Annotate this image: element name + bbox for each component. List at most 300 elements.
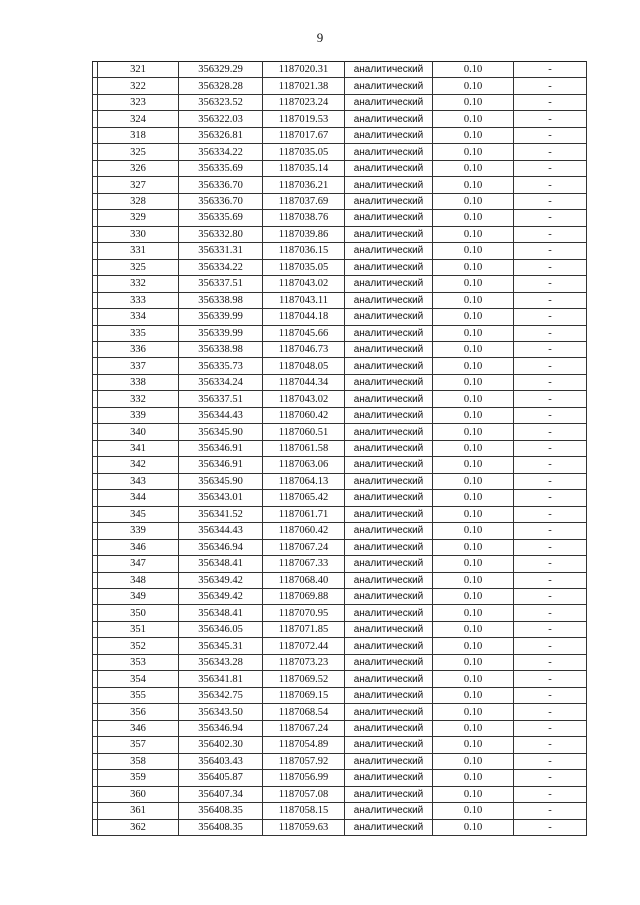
accuracy-cell: 0.10 [433, 621, 514, 637]
coord-x-cell: 356322.03 [179, 111, 263, 127]
table-row [93, 424, 587, 440]
description-cell: - [514, 523, 587, 539]
point-number-cell: 350 [98, 605, 179, 621]
accuracy-cell: 0.10 [433, 391, 514, 407]
table-row [93, 78, 587, 94]
description-cell: - [514, 605, 587, 621]
method-cell: аналитический [345, 490, 433, 506]
table-row [93, 671, 587, 687]
accuracy-cell: 0.10 [433, 506, 514, 522]
description-cell: - [514, 341, 587, 357]
table-row [93, 325, 587, 341]
coord-x-cell: 356339.99 [179, 325, 263, 341]
coord-x-cell: 356337.51 [179, 276, 263, 292]
description-cell: - [514, 457, 587, 473]
point-number-cell: 335 [98, 325, 179, 341]
point-number-cell: 353 [98, 654, 179, 670]
table-row [93, 654, 587, 670]
table-row [93, 786, 587, 802]
coord-y-cell: 1187057.08 [263, 786, 345, 802]
point-number-cell: 344 [98, 490, 179, 506]
table-row [93, 292, 587, 308]
table-row [93, 341, 587, 357]
point-number-cell: 343 [98, 473, 179, 489]
table-body [93, 62, 587, 836]
accuracy-cell: 0.10 [433, 160, 514, 176]
point-number-cell: 328 [98, 193, 179, 209]
table-row [93, 243, 587, 259]
method-cell: аналитический [345, 605, 433, 621]
table-row [93, 391, 587, 407]
method-cell: аналитический [345, 556, 433, 572]
method-cell: аналитический [345, 572, 433, 588]
point-number-cell: 362 [98, 819, 179, 835]
coord-y-cell: 1187023.24 [263, 94, 345, 110]
coord-x-cell: 356343.28 [179, 654, 263, 670]
method-cell: аналитический [345, 589, 433, 605]
method-cell: аналитический [345, 358, 433, 374]
accuracy-cell: 0.10 [433, 358, 514, 374]
method-cell: аналитический [345, 539, 433, 555]
method-cell: аналитический [345, 259, 433, 275]
accuracy-cell: 0.10 [433, 210, 514, 226]
description-cell: - [514, 589, 587, 605]
coord-y-cell: 1187057.92 [263, 753, 345, 769]
coord-y-cell: 1187073.23 [263, 654, 345, 670]
method-cell: аналитический [345, 374, 433, 390]
point-number-cell: 360 [98, 786, 179, 802]
coord-y-cell: 1187056.99 [263, 770, 345, 786]
point-number-cell: 339 [98, 407, 179, 423]
accuracy-cell: 0.10 [433, 786, 514, 802]
coord-x-cell: 356334.22 [179, 144, 263, 160]
coord-y-cell: 1187043.02 [263, 391, 345, 407]
coord-x-cell: 356349.42 [179, 572, 263, 588]
coord-y-cell: 1187045.66 [263, 325, 345, 341]
accuracy-cell: 0.10 [433, 523, 514, 539]
coord-x-cell: 356337.51 [179, 391, 263, 407]
coord-x-cell: 356336.70 [179, 177, 263, 193]
point-number-cell: 346 [98, 539, 179, 555]
description-cell: - [514, 259, 587, 275]
accuracy-cell: 0.10 [433, 457, 514, 473]
coord-y-cell: 1187043.11 [263, 292, 345, 308]
description-cell: - [514, 309, 587, 325]
coord-y-cell: 1187035.05 [263, 144, 345, 160]
accuracy-cell: 0.10 [433, 341, 514, 357]
table-row [93, 177, 587, 193]
point-number-cell: 348 [98, 572, 179, 588]
point-number-cell: 324 [98, 111, 179, 127]
accuracy-cell: 0.10 [433, 111, 514, 127]
description-cell: - [514, 62, 587, 78]
coord-x-cell: 356346.91 [179, 457, 263, 473]
method-cell: аналитический [345, 391, 433, 407]
point-number-cell: 355 [98, 687, 179, 703]
method-cell: аналитический [345, 737, 433, 753]
point-number-cell: 349 [98, 589, 179, 605]
accuracy-cell: 0.10 [433, 226, 514, 242]
coord-y-cell: 1187036.21 [263, 177, 345, 193]
table-row [93, 160, 587, 176]
accuracy-cell: 0.10 [433, 556, 514, 572]
coord-x-cell: 356326.81 [179, 127, 263, 143]
coord-x-cell: 356331.31 [179, 243, 263, 259]
method-cell: аналитический [345, 704, 433, 720]
coord-y-cell: 1187039.86 [263, 226, 345, 242]
description-cell: - [514, 556, 587, 572]
description-cell: - [514, 177, 587, 193]
coord-x-cell: 356341.81 [179, 671, 263, 687]
description-cell: - [514, 407, 587, 423]
accuracy-cell: 0.10 [433, 704, 514, 720]
accuracy-cell: 0.10 [433, 309, 514, 325]
coord-x-cell: 356344.43 [179, 407, 263, 423]
coord-x-cell: 356323.52 [179, 94, 263, 110]
table-row [93, 737, 587, 753]
description-cell: - [514, 473, 587, 489]
coord-x-cell: 356342.75 [179, 687, 263, 703]
coord-x-cell: 356345.31 [179, 638, 263, 654]
accuracy-cell: 0.10 [433, 440, 514, 456]
method-cell: аналитический [345, 292, 433, 308]
coord-y-cell: 1187059.63 [263, 819, 345, 835]
accuracy-cell: 0.10 [433, 374, 514, 390]
coord-y-cell: 1187067.33 [263, 556, 345, 572]
coord-y-cell: 1187065.42 [263, 490, 345, 506]
accuracy-cell: 0.10 [433, 539, 514, 555]
method-cell: аналитический [345, 144, 433, 160]
point-number-cell: 345 [98, 506, 179, 522]
point-number-cell: 351 [98, 621, 179, 637]
method-cell: аналитический [345, 424, 433, 440]
method-cell: аналитический [345, 720, 433, 736]
point-number-cell: 332 [98, 276, 179, 292]
point-number-cell: 325 [98, 259, 179, 275]
description-cell: - [514, 621, 587, 637]
coord-y-cell: 1187043.02 [263, 276, 345, 292]
table-row [93, 226, 587, 242]
table-row [93, 144, 587, 160]
coord-y-cell: 1187037.69 [263, 193, 345, 209]
table-row [93, 259, 587, 275]
description-cell: - [514, 506, 587, 522]
description-cell: - [514, 243, 587, 259]
description-cell: - [514, 94, 587, 110]
point-number-cell: 327 [98, 177, 179, 193]
coord-y-cell: 1187067.24 [263, 539, 345, 555]
point-number-cell: 334 [98, 309, 179, 325]
coord-x-cell: 356339.99 [179, 309, 263, 325]
coord-x-cell: 356407.34 [179, 786, 263, 802]
accuracy-cell: 0.10 [433, 325, 514, 341]
method-cell: аналитический [345, 226, 433, 242]
coord-x-cell: 356341.52 [179, 506, 263, 522]
coord-x-cell: 356332.80 [179, 226, 263, 242]
table-row [93, 506, 587, 522]
table-row [93, 523, 587, 539]
description-cell: - [514, 638, 587, 654]
coord-y-cell: 1187036.15 [263, 243, 345, 259]
table-row [93, 621, 587, 637]
description-cell: - [514, 210, 587, 226]
accuracy-cell: 0.10 [433, 259, 514, 275]
method-cell: аналитический [345, 819, 433, 835]
description-cell: - [514, 160, 587, 176]
method-cell: аналитический [345, 753, 433, 769]
table-row [93, 127, 587, 143]
method-cell: аналитический [345, 687, 433, 703]
description-cell: - [514, 671, 587, 687]
coord-y-cell: 1187061.71 [263, 506, 345, 522]
coord-y-cell: 1187021.38 [263, 78, 345, 94]
table-row [93, 309, 587, 325]
point-number-cell: 318 [98, 127, 179, 143]
accuracy-cell: 0.10 [433, 177, 514, 193]
accuracy-cell: 0.10 [433, 654, 514, 670]
coord-y-cell: 1187067.24 [263, 720, 345, 736]
accuracy-cell: 0.10 [433, 720, 514, 736]
coord-y-cell: 1187058.15 [263, 803, 345, 819]
description-cell: - [514, 144, 587, 160]
description-cell: - [514, 572, 587, 588]
description-cell: - [514, 490, 587, 506]
table-row [93, 589, 587, 605]
description-cell: - [514, 737, 587, 753]
method-cell: аналитический [345, 621, 433, 637]
method-cell: аналитический [345, 193, 433, 209]
accuracy-cell: 0.10 [433, 490, 514, 506]
coord-x-cell: 356349.42 [179, 589, 263, 605]
accuracy-cell: 0.10 [433, 78, 514, 94]
table-row [93, 720, 587, 736]
coord-y-cell: 1187048.05 [263, 358, 345, 374]
method-cell: аналитический [345, 341, 433, 357]
description-cell: - [514, 819, 587, 835]
method-cell: аналитический [345, 94, 433, 110]
method-cell: аналитический [345, 770, 433, 786]
accuracy-cell: 0.10 [433, 292, 514, 308]
coord-x-cell: 356344.43 [179, 523, 263, 539]
table-row [93, 572, 587, 588]
method-cell: аналитический [345, 523, 433, 539]
point-number-cell: 333 [98, 292, 179, 308]
coord-y-cell: 1187054.89 [263, 737, 345, 753]
coordinates-table [92, 61, 587, 836]
coord-y-cell: 1187061.58 [263, 440, 345, 456]
description-cell: - [514, 786, 587, 802]
point-number-cell: 359 [98, 770, 179, 786]
method-cell: аналитический [345, 325, 433, 341]
table-row [93, 473, 587, 489]
description-cell: - [514, 127, 587, 143]
coord-x-cell: 356408.35 [179, 819, 263, 835]
table-row [93, 457, 587, 473]
point-number-cell: 329 [98, 210, 179, 226]
method-cell: аналитический [345, 506, 433, 522]
method-cell: аналитический [345, 127, 433, 143]
point-number-cell: 339 [98, 523, 179, 539]
coord-y-cell: 1187069.88 [263, 589, 345, 605]
coord-x-cell: 356346.05 [179, 621, 263, 637]
coord-y-cell: 1187069.15 [263, 687, 345, 703]
coord-y-cell: 1187017.67 [263, 127, 345, 143]
accuracy-cell: 0.10 [433, 819, 514, 835]
table-row [93, 638, 587, 654]
coord-y-cell: 1187068.40 [263, 572, 345, 588]
table-row [93, 94, 587, 110]
table-row [93, 770, 587, 786]
method-cell: аналитический [345, 210, 433, 226]
coord-y-cell: 1187038.76 [263, 210, 345, 226]
point-number-cell: 357 [98, 737, 179, 753]
point-number-cell: 340 [98, 424, 179, 440]
table-row [93, 704, 587, 720]
method-cell: аналитический [345, 407, 433, 423]
method-cell: аналитический [345, 160, 433, 176]
point-number-cell: 346 [98, 720, 179, 736]
point-number-cell: 330 [98, 226, 179, 242]
method-cell: аналитический [345, 440, 433, 456]
accuracy-cell: 0.10 [433, 589, 514, 605]
method-cell: аналитический [345, 671, 433, 687]
coord-x-cell: 356402.30 [179, 737, 263, 753]
point-number-cell: 331 [98, 243, 179, 259]
point-number-cell: 341 [98, 440, 179, 456]
table-row [93, 193, 587, 209]
description-cell: - [514, 78, 587, 94]
accuracy-cell: 0.10 [433, 407, 514, 423]
table-row [93, 753, 587, 769]
point-number-cell: 338 [98, 374, 179, 390]
coord-y-cell: 1187020.31 [263, 62, 345, 78]
coord-y-cell: 1187019.53 [263, 111, 345, 127]
coord-x-cell: 356346.91 [179, 440, 263, 456]
point-number-cell: 325 [98, 144, 179, 160]
point-number-cell: 321 [98, 62, 179, 78]
method-cell: аналитический [345, 309, 433, 325]
method-cell: аналитический [345, 473, 433, 489]
point-number-cell: 323 [98, 94, 179, 110]
accuracy-cell: 0.10 [433, 94, 514, 110]
table-row [93, 210, 587, 226]
description-cell: - [514, 539, 587, 555]
accuracy-cell: 0.10 [433, 737, 514, 753]
coord-x-cell: 356338.98 [179, 341, 263, 357]
point-number-cell: 336 [98, 341, 179, 357]
description-cell: - [514, 720, 587, 736]
table-row [93, 687, 587, 703]
description-cell: - [514, 687, 587, 703]
point-number-cell: 342 [98, 457, 179, 473]
description-cell: - [514, 193, 587, 209]
coord-y-cell: 1187070.95 [263, 605, 345, 621]
point-number-cell: 332 [98, 391, 179, 407]
description-cell: - [514, 753, 587, 769]
coord-x-cell: 356328.28 [179, 78, 263, 94]
description-cell: - [514, 704, 587, 720]
description-cell: - [514, 374, 587, 390]
table-row [93, 539, 587, 555]
accuracy-cell: 0.10 [433, 424, 514, 440]
coord-y-cell: 1187060.42 [263, 523, 345, 539]
coord-x-cell: 356329.29 [179, 62, 263, 78]
table-row [93, 440, 587, 456]
coord-x-cell: 356334.22 [179, 259, 263, 275]
accuracy-cell: 0.10 [433, 753, 514, 769]
coord-x-cell: 356346.94 [179, 720, 263, 736]
coord-y-cell: 1187044.34 [263, 374, 345, 390]
table-row [93, 407, 587, 423]
coord-x-cell: 356348.41 [179, 605, 263, 621]
point-number-cell: 322 [98, 78, 179, 94]
coord-x-cell: 356335.73 [179, 358, 263, 374]
coord-y-cell: 1187044.18 [263, 309, 345, 325]
table-row [93, 111, 587, 127]
coord-x-cell: 356408.35 [179, 803, 263, 819]
point-number-cell: 352 [98, 638, 179, 654]
coord-y-cell: 1187046.73 [263, 341, 345, 357]
coord-y-cell: 1187035.05 [263, 259, 345, 275]
accuracy-cell: 0.10 [433, 144, 514, 160]
method-cell: аналитический [345, 803, 433, 819]
accuracy-cell: 0.10 [433, 671, 514, 687]
accuracy-cell: 0.10 [433, 605, 514, 621]
accuracy-cell: 0.10 [433, 770, 514, 786]
accuracy-cell: 0.10 [433, 638, 514, 654]
coord-y-cell: 1187068.54 [263, 704, 345, 720]
coord-y-cell: 1187071.85 [263, 621, 345, 637]
accuracy-cell: 0.10 [433, 127, 514, 143]
coord-y-cell: 1187063.06 [263, 457, 345, 473]
description-cell: - [514, 770, 587, 786]
method-cell: аналитический [345, 457, 433, 473]
accuracy-cell: 0.10 [433, 243, 514, 259]
coord-x-cell: 356345.90 [179, 424, 263, 440]
coord-x-cell: 356343.50 [179, 704, 263, 720]
point-number-cell: 356 [98, 704, 179, 720]
method-cell: аналитический [345, 638, 433, 654]
coord-x-cell: 356343.01 [179, 490, 263, 506]
point-number-cell: 354 [98, 671, 179, 687]
coord-x-cell: 356335.69 [179, 160, 263, 176]
method-cell: аналитический [345, 786, 433, 802]
accuracy-cell: 0.10 [433, 62, 514, 78]
coord-x-cell: 356403.43 [179, 753, 263, 769]
accuracy-cell: 0.10 [433, 193, 514, 209]
table-row [93, 358, 587, 374]
coord-x-cell: 356336.70 [179, 193, 263, 209]
description-cell: - [514, 276, 587, 292]
table-row [93, 556, 587, 572]
method-cell: аналитический [345, 243, 433, 259]
coord-y-cell: 1187069.52 [263, 671, 345, 687]
description-cell: - [514, 325, 587, 341]
point-number-cell: 347 [98, 556, 179, 572]
point-number-cell: 337 [98, 358, 179, 374]
table-row [93, 819, 587, 835]
coord-x-cell: 356334.24 [179, 374, 263, 390]
point-number-cell: 361 [98, 803, 179, 819]
coord-x-cell: 356346.94 [179, 539, 263, 555]
coord-y-cell: 1187072.44 [263, 638, 345, 654]
method-cell: аналитический [345, 177, 433, 193]
table-row [93, 490, 587, 506]
accuracy-cell: 0.10 [433, 803, 514, 819]
description-cell: - [514, 424, 587, 440]
coord-x-cell: 356348.41 [179, 556, 263, 572]
method-cell: аналитический [345, 276, 433, 292]
